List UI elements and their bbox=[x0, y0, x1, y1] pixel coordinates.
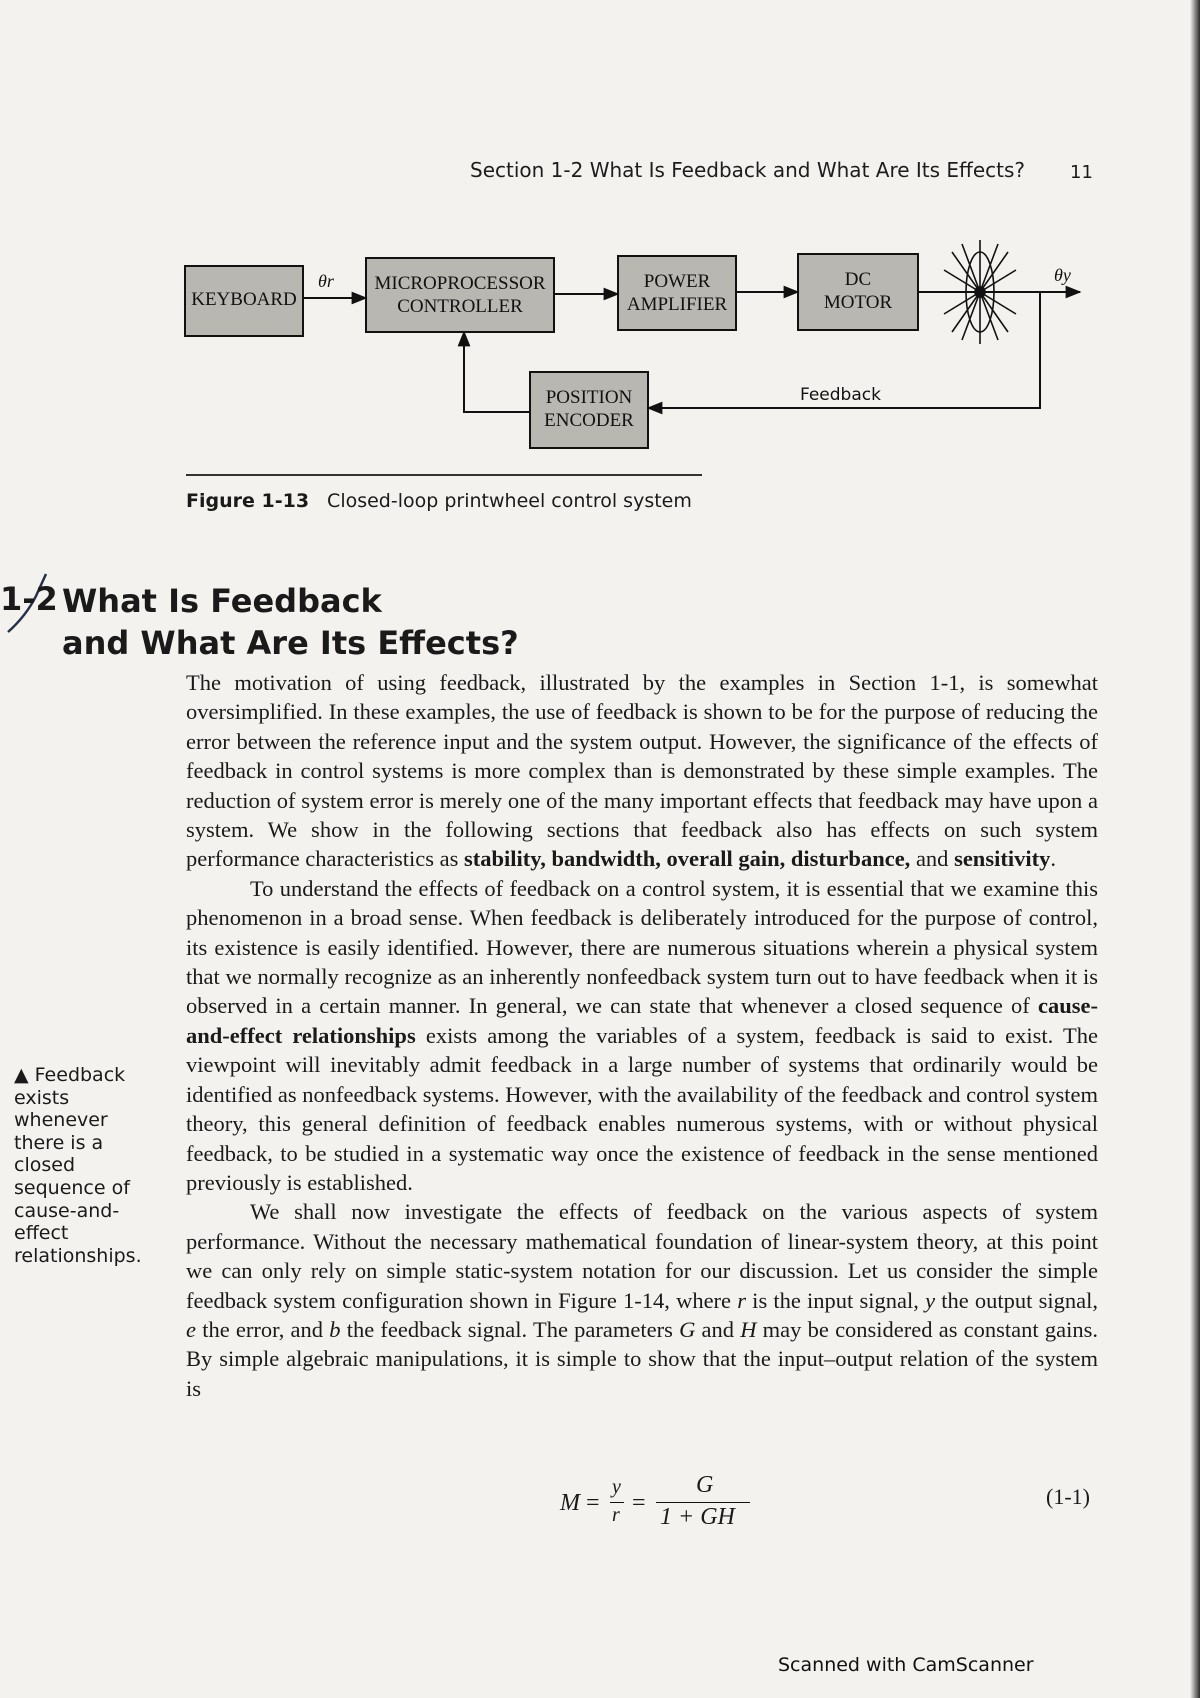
block-diagram-figure bbox=[0, 0, 1200, 520]
section-title bbox=[62, 580, 519, 664]
amplifier-block bbox=[618, 256, 736, 330]
paragraph-3: We shall now investigate the effects of feedback on the various aspects of system performance. Without the necessary mathematical foundation of linear-system theory, at this point we can only rely on simple static-system notation for our discussion. Let us consider the simple feedback system configuration shown in Figure 1-14, where r is the input signal, y the output signal, e the error, and b the feedback signal. The parameters G and H may be considered as constant gains. By simple algebraic manipulations, it is simple to show that the input–output relation of the system is bbox=[186, 1199, 1098, 1401]
bold-terms: stability, bandwidth, overall gain, disturbance, bbox=[463, 846, 911, 872]
printwheel-icon bbox=[940, 240, 1020, 344]
caption-text: Closed-loop printwheel control system bbox=[327, 490, 692, 512]
eq-lhs: M bbox=[560, 1490, 580, 1516]
eq-denominator: 1 + GH bbox=[660, 1504, 735, 1530]
encoder-to-controller-arrow bbox=[464, 332, 530, 412]
eq-ratio-line bbox=[610, 1502, 624, 1503]
eq-equals-2: = bbox=[632, 1490, 646, 1516]
caption-label: Figure 1-13 bbox=[186, 490, 310, 512]
section-title-line2: and What Are Its Effects? bbox=[62, 624, 519, 662]
keyboard-label: KEYBOARD bbox=[191, 289, 297, 310]
block-diagram-svg bbox=[0, 0, 1200, 520]
page-number: 11 bbox=[1070, 162, 1093, 183]
running-head: Section 1-2 What Is Feedback and What Are Its Effects? bbox=[470, 158, 1025, 182]
scanner-watermark: Scanned with CamScanner bbox=[778, 1654, 1034, 1676]
reference-signal-label: θr bbox=[318, 271, 334, 291]
feedback-signal-label: Feedback bbox=[800, 385, 881, 405]
body-text bbox=[186, 668, 1098, 1403]
encoder-label-line1: POSITION bbox=[545, 387, 633, 408]
eq-ratio-den: r bbox=[612, 1504, 620, 1526]
figure-rule bbox=[186, 474, 702, 476]
paragraph-2: To understand the effects of feedback on a control system, it is essential that we examine this phenomenon in a broad sense. When feedback is deliberately introduced for the purpose of control, its existence is easily identified. However, there are numerous situations wherein a physical system that we normally recognize as an inherently nonfeedback system turn out to have feedback when it is observed in a certain manner. In general, we can state that whenever a closed sequence of cause-and-effect relationships exists among the variables of a system, feedback is said to exist. The viewpoint will inevitably admit feedback in a large number of systems that ordinarily would be identified as nonfeedback systems. However, with the availability of the feedback and control system theory, this general definition of feedback enables numerous systems, with or without physical feedback, to be studied in a systematic way once the existence of feedback in the sense mentioned previously is established. bbox=[186, 875, 1098, 1195]
eq-fraction-line bbox=[656, 1502, 750, 1503]
controller-block bbox=[366, 258, 554, 332]
figure-caption bbox=[186, 490, 692, 512]
eq-numerator: G bbox=[696, 1472, 714, 1498]
bold-term-cause-effect: cause-and-effect relationships bbox=[186, 993, 1098, 1048]
margin-note bbox=[14, 1064, 164, 1267]
motor-label-line1: DC bbox=[844, 269, 872, 290]
paragraph-1: The motivation of using feedback, illustrated by the examples in Section 1-1, is somewhat oversimplified. In these examples, the use of feedback is shown to be for the purpose of reducing the error between the reference input and the system output. However, the significance of the effects of feedback in control systems is more complex than is demonstrated by these simple examples. The reduction of system error is merely one of the many important effects that feedback may have upon a system. We show in the following sections that feedback also has effects on such system performance characteristics as stability, bandwidth, overall gain, disturbance, and sensitivity. bbox=[186, 670, 1098, 872]
triangle-marker-icon: ▲ bbox=[14, 1064, 29, 1086]
equation-number: (1-1) bbox=[1046, 1484, 1090, 1509]
eq-equals: = bbox=[586, 1490, 600, 1516]
encoder-label-line2: ENCODER bbox=[544, 410, 634, 431]
controller-label-line2: CONTROLLER bbox=[397, 296, 523, 317]
amplifier-label-line2: AMPLIFIER bbox=[626, 294, 728, 315]
controller-label-line1: MICROPROCESSOR bbox=[374, 273, 546, 294]
section-number: 1-2 bbox=[0, 580, 58, 618]
output-signal-label: θy bbox=[1054, 265, 1071, 285]
section-title-line1: What Is Feedback bbox=[62, 582, 382, 620]
eq-ratio-num: y bbox=[612, 1476, 621, 1498]
motor-label-line2: MOTOR bbox=[823, 292, 893, 313]
margin-note-text: Feedback exists whenever there is a closed sequence of cause-and-effect relationships. bbox=[14, 1064, 142, 1267]
bold-term-sensitivity: sensitivity bbox=[954, 846, 1051, 872]
amplifier-label-line1: POWER bbox=[643, 271, 711, 292]
